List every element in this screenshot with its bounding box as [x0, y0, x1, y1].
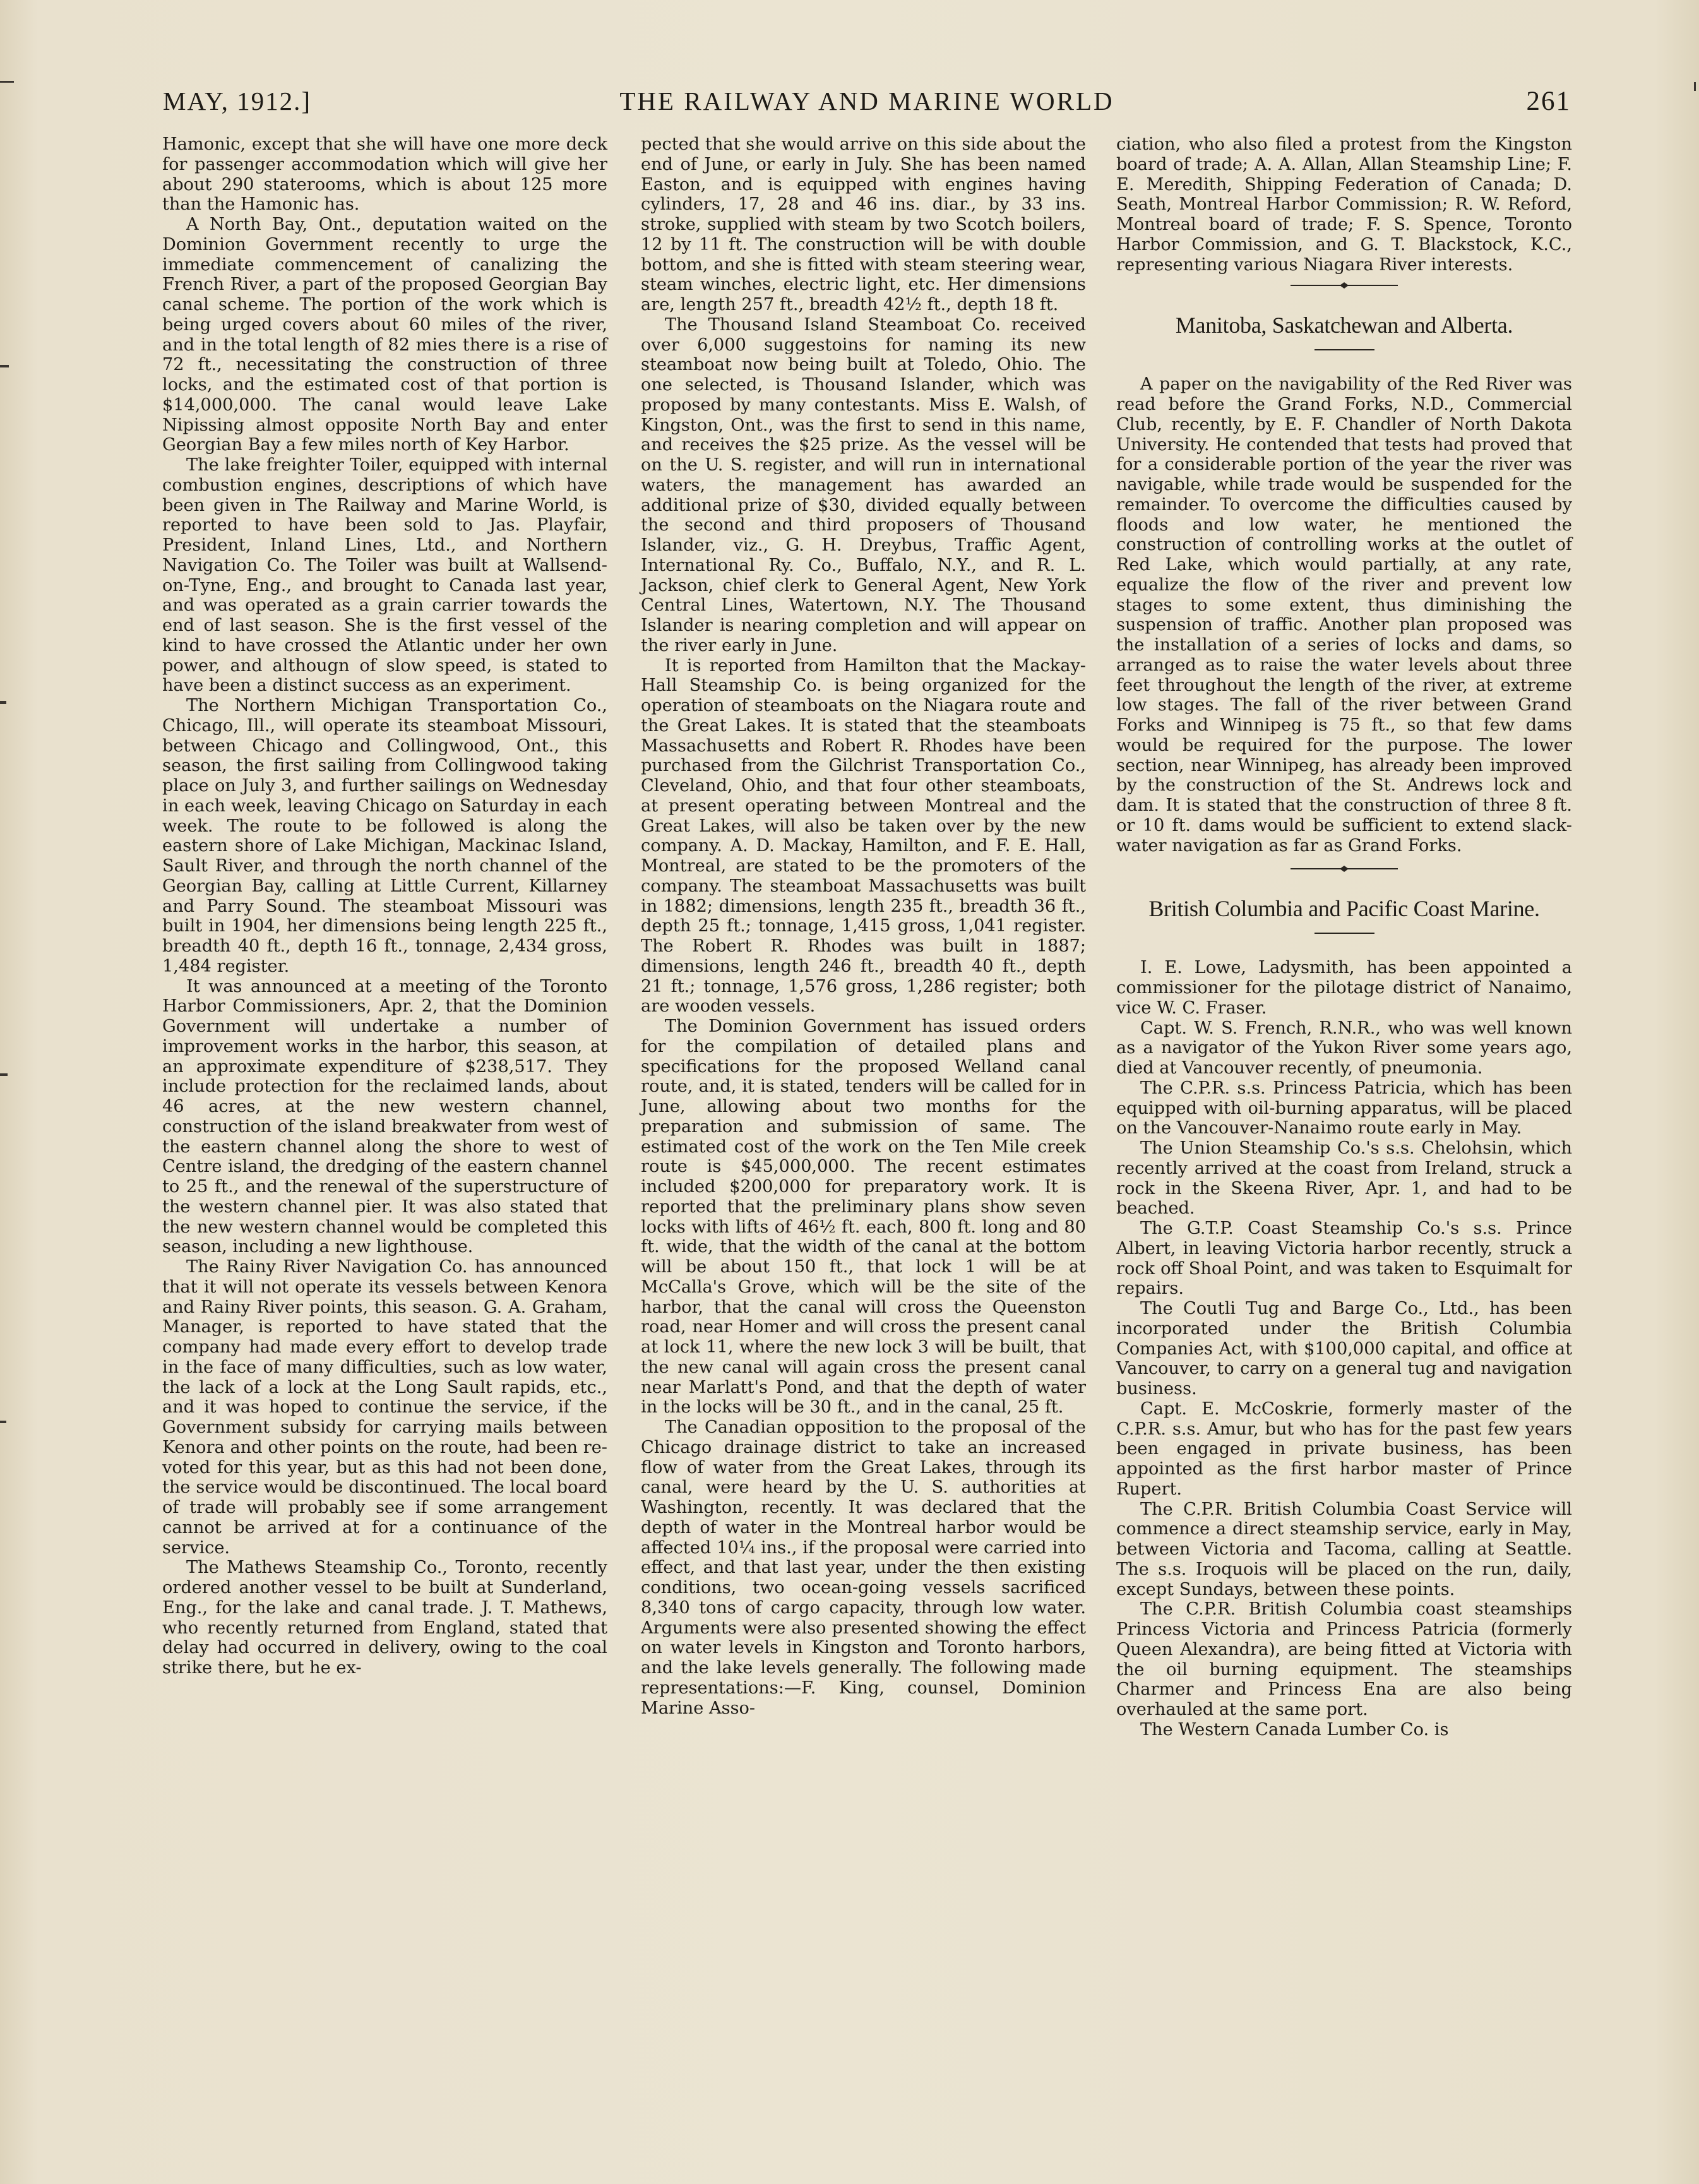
paragraph: The Western Canada Lumber Co. is	[1140, 1719, 1449, 1739]
paragraph: Hamonic, except that she will have one more deck for passenger accommodation which will give her about 290 staterooms, which is about 125 more than the Hamonic has.	[162, 134, 607, 215]
paragraph: The Northern Michigan Transportation Co., Chicago, Ill., will operate its steamboat Missouri, between Chicago and Collingwood, Ont., this season, the first sailing from Collingwood taking place on July 3, and further sailings on Wednesday in each week, leaving Chicago on Saturday in each week. The route to be followed is along the eastern shore of Lake Michigan, Mackinac Island, Sault River, and through the north channel of the Georgian Bay, calling at Little Current, Killarney and Parry Sound. The steamboat Missouri was built in 1904, her dimensions being length 225 ft., breadth 40 ft., depth 16 ft., tonnage, 2,434 gross, 1,484 register.	[162, 696, 607, 976]
margin-mark	[0, 1421, 6, 1423]
column-1	[162, 134, 607, 1678]
paragraph: pected that she would arrive on this side about the end of June, or early in July. She has been named Easton, and is equipped with engines having cylinders, 17, 28 and 46 ins. diar., by 33 ins. stroke, supplied with steam by two Scotch boilers, 12 by 11 ft. The construction will be with double bottom, and she is fitted with steam steering wear, steam winches, electric light, etc. Her dimensions are, length 257 ft., breadth 42½ ft., depth 18 ft.	[641, 134, 1086, 314]
margin-mark	[0, 1073, 8, 1076]
paragraph: I. E. Lowe, Ladysmith, has been appointed a commissioner for the pilotage district of Nanaimo, vice W. C. Fraser.	[1116, 958, 1572, 1018]
section-heading-text: Manitoba, Saskatchewan and Alberta.	[1175, 313, 1513, 338]
paragraph: Capt. W. S. French, R.N.R., who was well known as a navigator of the Yukon River some years ago, died at Vancouver recently, of pneumonia.	[1116, 1018, 1572, 1078]
section-heading-manitoba	[1116, 311, 1572, 350]
paragraph: The Thousand Island Steamboat Co. received over 6,000 suggestoins for naming its new steamboat now being built at Toledo, Ohio. The one selected, is Thousand Islander, which was proposed by many contestants. Miss E. Walsh, of Kingston, Ont., was the first to send in this name, and receives the $25 prize. As the vessel will be on the U. S. register, and will run in international waters, the management has awarded an additional prize of $30, divided equally between the second and third proposers of Thousand Islander, viz., G. H. Dreybus, Traffic Agent, International Ry. Co., Buffalo, N.Y., and R. L. Jackson, chief clerk to General Agent, New York Central Lines, Watertown, N.Y. The Thousand Islander is nearing completion and will appear on the river early in June.	[641, 314, 1086, 655]
section-divider-ornament	[1291, 864, 1398, 873]
paragraph: ciation, who also filed a protest from the Kingston board of trade; A. A. Allan, Allan Steamship Line; F. E. Meredith, Shipping Federation of Canada; D. Seath, Montreal Harbor Commission; R. W. Reford, Montreal board of trade; F. S. Spence, Toronto Harbor Commission, and G. T. Blackstock, K.C., representing various Niagara River interests.	[1116, 134, 1572, 275]
paragraph: Capt. E. McCoskrie, formerly master of the C.P.R. s.s. Amur, but who has for the past few years been engaged in private business, has been appointed as the first harbor master of Prince Rupert.	[1116, 1399, 1572, 1499]
paragraph: The C.P.R. British Columbia Coast Service will commence a direct steamship service, early in May, between Victoria and Tacoma, calling at Seattle. The s.s. Iroquois will be placed on the run, daily, except Sundays, between these points.	[1116, 1499, 1572, 1599]
paragraph: A North Bay, Ont., deputation waited on the Dominion Government recently to urge the immediate commencement of canalizing the French River, a part of the proposed Georgian Bay canal scheme. The portion of the work which is being urged covers about 60 miles of the river, and in the total length of 82 mies there is a rise of 72 ft., necessitating the construction of three locks, and the estimated cost of that portion is $14,000,000. The canal would leave Lake Nipissing almost opposite North Bay and enter Georgian Bay a few miles north of Key Harbor.	[162, 215, 607, 455]
paragraph: The Union Steamship Co.'s s.s. Chelohsin, which recently arrived at the coast from Ireland, struck a rock in the Skeena River, Apr. 1, and had to be beached.	[1116, 1138, 1572, 1219]
paragraph: The C.P.R. British Columbia coast steamships Princess Victoria and Princess Patricia (formerly Queen Alexandra), are being fitted at Victoria with the oil burning equipment. The steamships Charmer and Princess Ena are also being overhauled at the same port.	[1116, 1599, 1572, 1719]
paragraph: A paper on the navigability of the Red River was read before the Grand Forks, N.D., Commercial Club, recently, by E. F. Chandler of North Dakota University. He contended that tests had proved that for a considerable portion of the year the river was navigable, while trade would be suspended for the remainder. To overcome the difficulties caused by floods and low water, he mentioned the construction of controlling works at the outlet of Red Lake, which would partially, at any rate, equalize the flow of the river and prevent low stages to some extent, thus diminishing the suspension of traffic. Another plan proposed was the installation of a series of locks and dams, so arranged as to raise the water levels about three feet throughout the length of the river, at extreme low stages. The fall of the river between Grand Forks and Winnipeg is 75 ft., so that few dams would be required for the purpose. The lower section, near Winnipeg, has already been improved by the construction of the St. Andrews lock and dam. It is stated that the construction of three 8 ft. or 10 ft. dams would be sufficient to extend slack-water navigation as far as Grand Forks.	[1116, 374, 1572, 856]
paragraph: It was announced at a meeting of the Toronto Harbor Commissioners, Apr. 2, that the Dominion Government will undertake a number of improvement works in the harbor, this season, at an approximate expenditure of $238,517. They include protection for the reclaimed lands, about 46 acres, at the new western channel, construction of the island breakwater from west of the eastern channel along the shore to west of Centre island, the dredging of the eastern channel to 25 ft., and the renewal of the superstructure of the western channel pier. It was also stated that the new western channel would be completed this season, including a new lighthouse.	[162, 976, 607, 1257]
heading-rule	[1314, 933, 1374, 934]
column-3	[1116, 134, 1572, 1740]
page-number: 261	[1526, 87, 1571, 116]
paragraph: The Mathews Steamship Co., Toronto, recently ordered another vessel to be built at Sunderland, Eng., for the lake and canal trade. J. T. Mathews, who recently returned from England, stated that delay had occurred in delivery, owing to the coal strike there, but he ex-	[162, 1558, 607, 1678]
running-head	[163, 86, 1571, 124]
paragraph: The G.T.P. Coast Steamship Co.'s s.s. Prince Albert, in leaving Victoria harbor recently, struck a rock off Shoal Point, and was taken to Esquimalt for repairs.	[1116, 1219, 1572, 1299]
paragraph: The Coutli Tug and Barge Co., Ltd., has been incorporated under the British Columbia Companies Act, with $100,000 capital, and office at Vancouver, to carry on a general tug and navigation business.	[1116, 1299, 1572, 1399]
paragraph: The Dominion Government has issued orders for the compilation of detailed plans and specifications for the proposed Welland canal route, and, it is stated, tenders will be called for in June, allowing about two months for the preparation and submission of same. The estimated cost of the work on the Ten Mile creek route is $45,000,000. The recent estimates included $200,000 for preparatory work. It is reported that the preliminary plans show seven locks with lifts of 46½ ft. each, 800 ft. long and 80 ft. wide, that the width of the canal at the bottom will be about 150 ft., that lock 1 will be at McCalla's Grove, which will be the site of the harbor, that the canal will cross the Queenston road, near Homer and will cross the present canal at lock 11, where the new lock 3 will be built, that the new canal will again cross the present canal near Marlatt's Pond, and that the depth of water in the locks will be 30 ft., and in the canal, 25 ft.	[641, 1017, 1086, 1417]
paragraph: The C.P.R. s.s. Princess Patricia, which has been equipped with oil-burning apparatus, will be placed on the Vancouver-Nanaimo route early in May.	[1116, 1078, 1572, 1138]
margin-mark	[1694, 82, 1696, 91]
section-heading-text: British Columbia and Pacific Coast Marine.	[1148, 896, 1540, 922]
column-2	[641, 134, 1086, 1718]
paragraph: The Rainy River Navigation Co. has announced that it will not operate its vessels between Kenora and Rainy River points, this season. G. A. Graham, Manager, is reported to have stated that the company had made every effort to develop trade in the face of many difficulties, such as low water, the lack of a lock at the Long Sault rapids, etc., and it was hoped to continue the service, if the Government subsidy for carrying mails between Kenora and other points on the route, had been re-voted for this year, but as this had not been done, the service would be discontinued. The local board of trade will probably see if some arrangement cannot be arrived at for a continuance of the service.	[162, 1257, 607, 1558]
section-heading-british-columbia	[1116, 895, 1572, 934]
margin-mark	[0, 701, 6, 704]
margin-mark	[0, 81, 14, 83]
heading-rule	[1314, 349, 1374, 350]
header-title: THE RAILWAY AND MARINE WORLD	[619, 87, 1114, 116]
section-divider-ornament	[1291, 281, 1398, 290]
header-date: MAY, 1912.]	[163, 87, 312, 116]
margin-mark	[0, 365, 9, 367]
paragraph: The lake freighter Toiler, equipped with internal combustion engines, descriptions of which have been given in The Railway and Marine World, is reported to have been sold to Jas. Playfair, President, Inland Lines, Ltd., and Northern Navigation Co. The Toiler was built at Wallsend-on-Tyne, Eng., and brought to Canada last year, and was operated as a grain carrier towards the end of last season. She is the first vessel of the kind to have crossed the Atlantic under her own power, and althougn of slow speed, is stated to have been a distinct success as an experiment.	[162, 455, 607, 696]
paragraph: It is reported from Hamilton that the Mackay-Hall Steamship Co. is being organized for the operation of steamboats on the Niagara route and the Great Lakes. It is stated that the steamboats Massachusetts and Robert R. Rhodes have been purchased from the Gilchrist Transportation Co., Cleveland, Ohio, and that four other steamboats, at present operating between Montreal and the Great Lakes, will also be taken over by the new company. A. D. Mackay, Hamilton, and F. E. Hall, Montreal, are stated to be the promoters of the company. The steamboat Massachusetts was built in 1882; dimensions, length 235 ft., breadth 36 ft., depth 25 ft.; tonnage, 1,415 gross, 1,041 register. The Robert R. Rhodes was built in 1887; dimensions, length 246 ft., breadth 40 ft., depth 21 ft.; tonnage, 1,576 gross, 1,286 register; both are wooden vessels.	[641, 655, 1086, 1017]
paragraph: The Canadian opposition to the proposal of the Chicago drainage district to take an increased flow of water from the Great Lakes, through its canal, were heard by the U. S. authorities at Washington, recently. It was declared that the depth of water in the Montreal harbor would be affected 10¼ ins., if the proposal were carried into effect, and that last year, under the then existing conditions, two ocean-going vessels sacrificed 8,340 tons of cargo capacity, through low water. Arguments were also presented showing the effect on water levels in Kingston and Toronto harbors, and the lake levels generally. The following made representations:—F. King, counsel, Dominion Marine Asso-	[641, 1417, 1086, 1718]
